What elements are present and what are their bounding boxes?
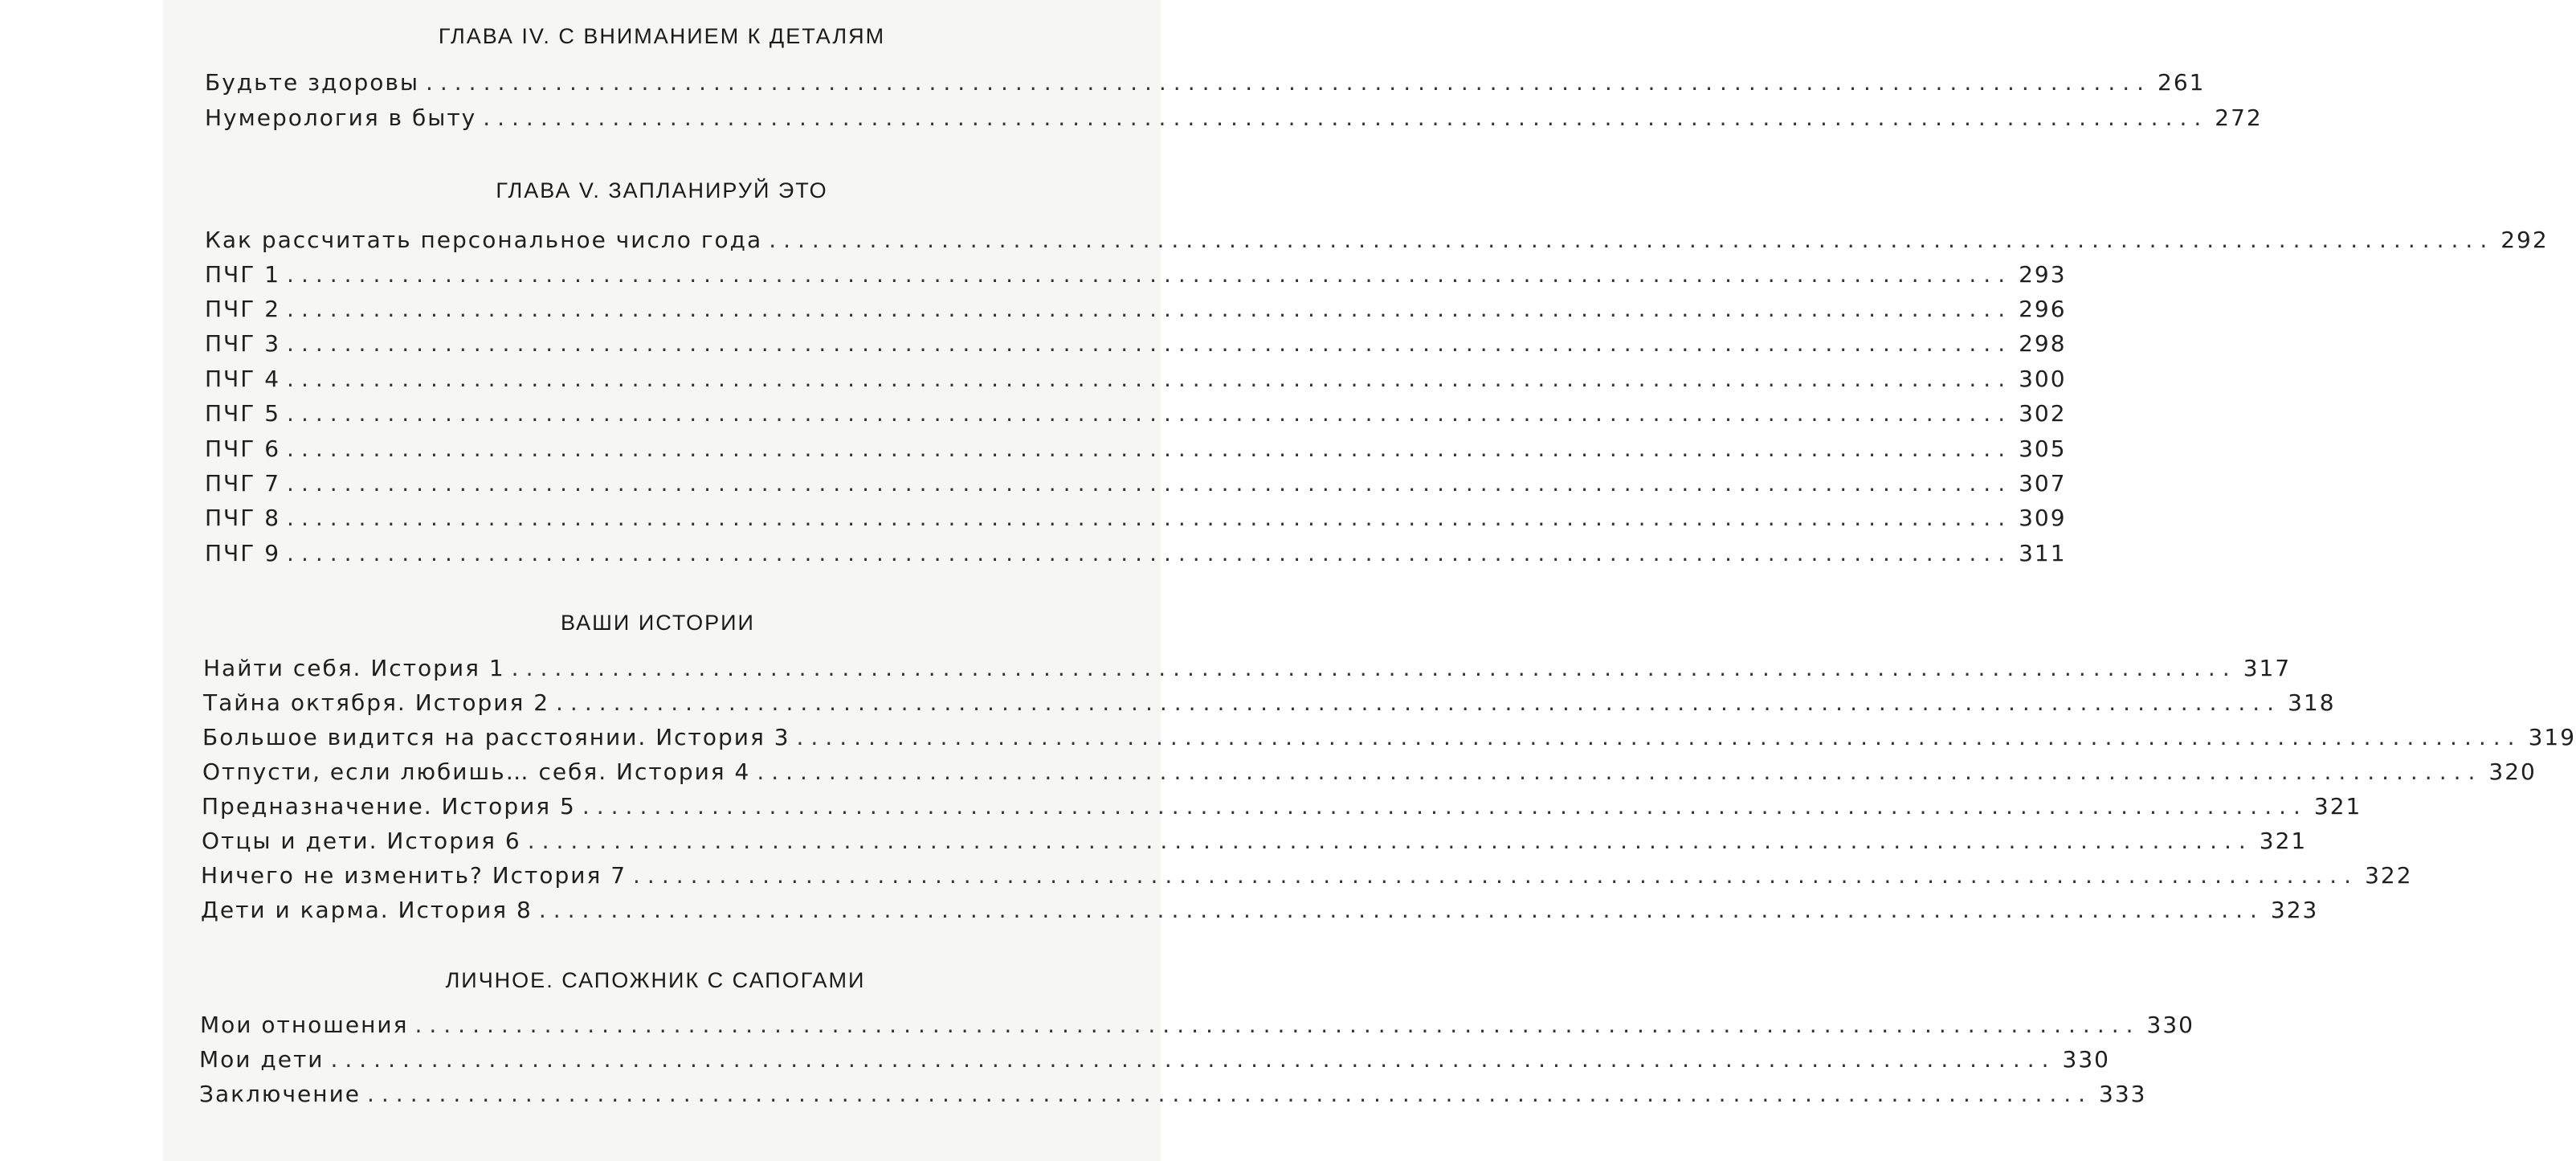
- toc-entry: [199, 1046, 2110, 1078]
- toc-entry: [203, 655, 2292, 687]
- dot-leader: ........................................................................................................................: [769, 227, 2495, 253]
- dot-leader: ........................................................................................................................: [511, 655, 2237, 681]
- toc-entry-page: 300: [2019, 366, 2067, 392]
- toc-entry-title: Большое видится на расстоянии. История 3: [202, 724, 790, 750]
- toc-entry: [202, 828, 2308, 860]
- toc-entry: [202, 758, 2537, 791]
- dot-leader: ........................................................................................................................: [538, 897, 2264, 923]
- toc-entry: [205, 470, 2067, 502]
- toc-entry: [203, 689, 2336, 722]
- toc-entry-page: 317: [2243, 655, 2292, 681]
- toc-entry: [205, 435, 2067, 468]
- toc-entry-title: Отцы и дети. История 6: [202, 828, 521, 854]
- dot-leader: ........................................................................................................................: [483, 104, 2209, 131]
- toc-entry-page: 322: [2365, 862, 2413, 889]
- dot-leader: ........................................................................................................................: [633, 862, 2359, 889]
- dot-leader: ........................................................................................................................: [287, 470, 2013, 497]
- dot-leader: ........................................................................................................................: [757, 758, 2483, 785]
- toc-entry: [199, 1081, 2147, 1113]
- toc-entry: [205, 366, 2067, 398]
- toc-entry-title: Будьте здоровы: [205, 69, 419, 96]
- toc-entry-page: 296: [2019, 296, 2067, 322]
- toc-entry-page: 323: [2270, 897, 2319, 923]
- toc-entry: [205, 261, 2067, 293]
- toc-entry-title: Заключение: [199, 1081, 361, 1107]
- toc-entry-title: ПЧГ 8: [205, 505, 281, 531]
- toc-entry: [201, 862, 2413, 894]
- toc-entry-page: 309: [2019, 505, 2067, 531]
- toc-entry-title: ПЧГ 1: [205, 261, 281, 288]
- dot-leader: ........................................................................................................................: [287, 296, 2013, 322]
- toc-entry-title: Дети и карма. История 8: [201, 897, 533, 923]
- dot-leader: ........................................................................................................................: [367, 1081, 2093, 1107]
- dot-leader: ........................................................................................................................: [287, 261, 2013, 288]
- dot-leader: ........................................................................................................................: [287, 505, 2013, 531]
- dot-leader: ........................................................................................................................: [556, 689, 2282, 716]
- toc-entry-page: 333: [2099, 1081, 2147, 1107]
- toc-entry-title: Предназначение. История 5: [202, 793, 576, 820]
- toc-entry-title: ПЧГ 5: [205, 400, 281, 427]
- toc-entry-title: Нумерология в быту: [205, 104, 477, 131]
- toc-entry-title: Ничего не изменить? История 7: [201, 862, 627, 889]
- toc-entry-page: 319: [2528, 724, 2576, 750]
- dot-leader: ........................................................................................................................: [425, 69, 2152, 96]
- toc-entry-page: 272: [2215, 104, 2263, 131]
- toc-entry-title: ПЧГ 6: [205, 435, 281, 462]
- chapter-heading: ГЛАВА V. ЗАПЛАНИРУЙ ЭТО: [496, 178, 828, 202]
- toc-entry-title: Мои дети: [199, 1046, 325, 1073]
- toc-entry-title: ПЧГ 9: [205, 540, 281, 566]
- toc-entry: [205, 400, 2067, 432]
- toc-entry-page: 305: [2019, 435, 2067, 462]
- dot-leader: ........................................................................................................................: [582, 793, 2308, 820]
- toc-entry-title: Мои отношения: [200, 1012, 409, 1038]
- toc-entry: [202, 793, 2362, 825]
- dot-leader: ........................................................................................................................: [287, 400, 2013, 427]
- dot-leader: ........................................................................................................................: [414, 1012, 2141, 1038]
- toc-entry-page: 293: [2019, 261, 2067, 288]
- toc-entry-page: 261: [2158, 69, 2206, 96]
- toc-entry-title: Отпусти, если любишь… себя. История 4: [202, 758, 751, 785]
- toc-entry-page: 292: [2500, 227, 2549, 253]
- dot-leader: ........................................................................................................................: [796, 724, 2522, 750]
- toc-entry: [201, 897, 2319, 929]
- toc-entry: [205, 296, 2067, 328]
- dot-leader: ........................................................................................................................: [330, 1046, 2056, 1073]
- book-page: [163, 0, 2576, 1161]
- toc-entry-title: ПЧГ 3: [205, 330, 281, 357]
- toc-entry-page: 321: [2313, 793, 2362, 820]
- chapter-heading: ГЛАВА IV. С ВНИМАНИЕМ К ДЕТАЛЯМ: [438, 24, 886, 48]
- toc-entry: [200, 1012, 2194, 1044]
- toc-entry-page: 320: [2488, 758, 2537, 785]
- toc-entry-title: ПЧГ 2: [205, 296, 281, 322]
- toc-entry-page: 307: [2019, 470, 2067, 497]
- toc-entry: [205, 505, 2067, 537]
- toc-entry: [202, 724, 2576, 756]
- toc-entry-page: 298: [2019, 330, 2067, 357]
- dot-leader: ........................................................................................................................: [287, 435, 2013, 462]
- toc-entry-title: Как рассчитать персональное число года: [205, 227, 763, 253]
- toc-entry-title: ПЧГ 7: [205, 470, 281, 497]
- chapter-heading: ЛИЧНОЕ. САПОЖНИК С САПОГАМИ: [445, 968, 866, 992]
- toc-entry: [205, 69, 2206, 101]
- dot-leader: ........................................................................................................................: [287, 540, 2013, 566]
- toc-entry-page: 330: [2146, 1012, 2194, 1038]
- toc-entry-page: 311: [2019, 540, 2067, 566]
- chapter-heading: ВАШИ ИСТОРИИ: [561, 611, 755, 635]
- toc-entry-page: 302: [2019, 400, 2067, 427]
- toc-entry-page: 321: [2259, 828, 2308, 854]
- toc-entry-title: Тайна октября. История 2: [203, 689, 550, 716]
- dot-leader: ........................................................................................................................: [287, 366, 2013, 392]
- toc-entry-page: 330: [2062, 1046, 2110, 1073]
- toc-entry-title: Найти себя. История 1: [203, 655, 505, 681]
- toc-entry-page: 318: [2288, 689, 2336, 716]
- toc-entry: [205, 540, 2067, 572]
- toc-entry-title: ПЧГ 4: [205, 366, 281, 392]
- toc-entry: [205, 104, 2263, 137]
- dot-leader: ........................................................................................................................: [287, 330, 2013, 357]
- toc-entry: [205, 330, 2067, 362]
- toc-entry: [205, 227, 2549, 259]
- dot-leader: ........................................................................................................................: [527, 828, 2253, 854]
